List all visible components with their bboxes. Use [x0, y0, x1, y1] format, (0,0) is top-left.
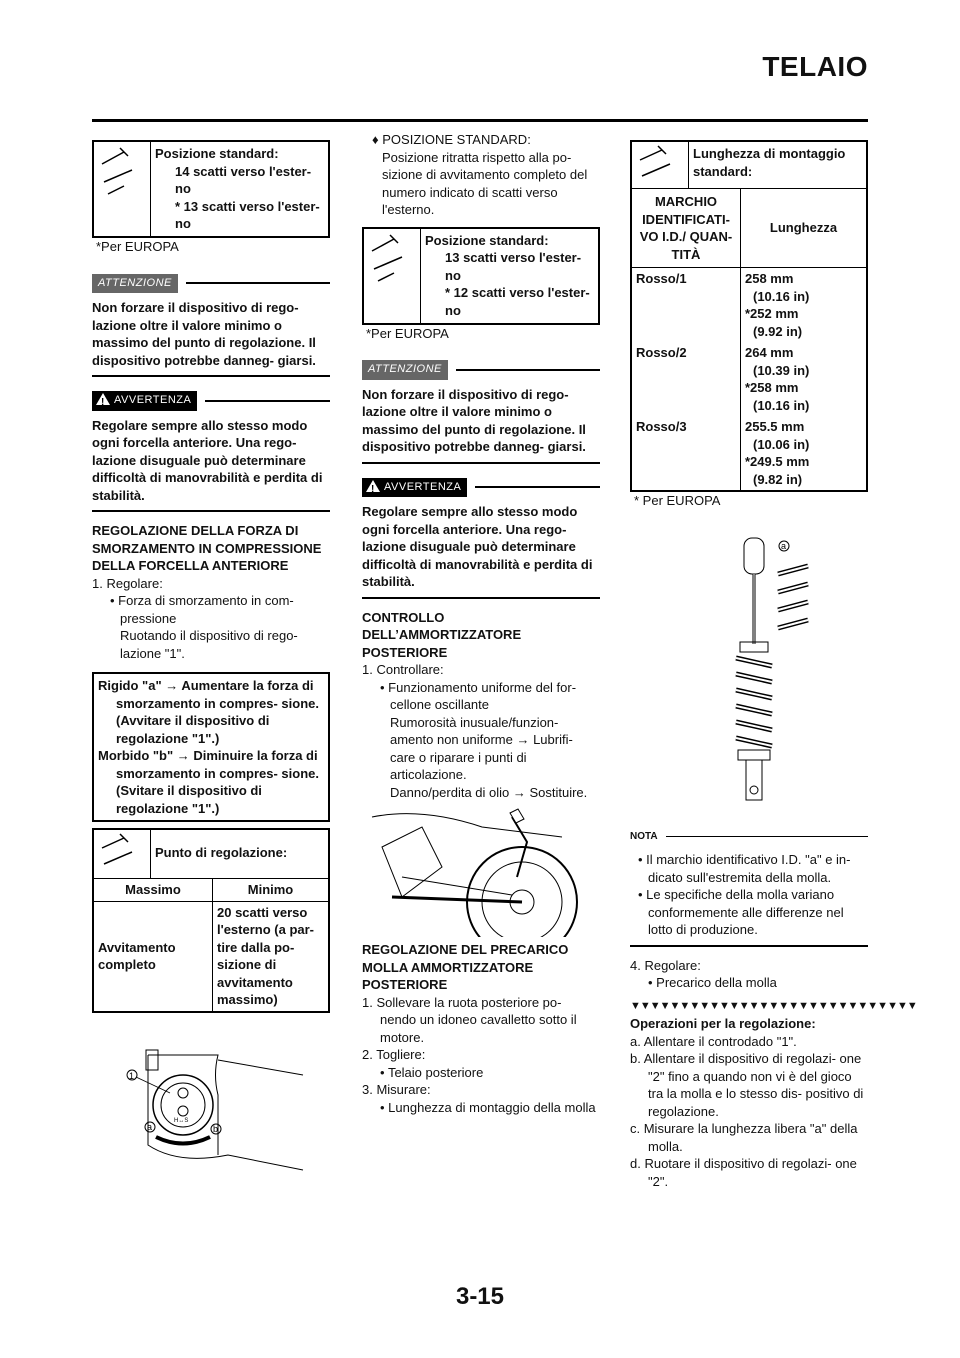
- morbido-text: Morbido "b" → Diminuire la forza di smorzamento in compres- sione. (Svitare il dispositivo di regolazione "1".): [98, 748, 319, 816]
- nota-item: • Le specifiche della molla variano conformemente alle differenze nel lotto di produzione.: [638, 887, 844, 937]
- bullet-detail: Danno/perdita di olio → Sostituire.: [390, 784, 588, 800]
- adjust-box: [92, 672, 330, 822]
- op-heading: Operazioni per la regolazione:: [630, 1016, 816, 1031]
- spec-line: no: [445, 302, 461, 318]
- adjust-table: [94, 879, 328, 1011]
- table-cell: Avvitamento completo: [98, 939, 176, 972]
- warning-icon: [366, 480, 380, 492]
- table-row: [632, 342, 866, 416]
- col-header: MARCHIO IDENTIFICATI- VO I.D./ QUAN- TITÀ: [632, 189, 741, 268]
- column-2: [362, 131, 600, 1116]
- table-row: [632, 268, 866, 343]
- spec-line: no: [445, 267, 461, 283]
- shock-absorber-figure: [700, 534, 820, 814]
- spec-line: 14 scatti verso l'ester-: [175, 163, 312, 179]
- spec-box-standard: [92, 140, 330, 238]
- section-heading: CONTROLLO DELL’AMMORTIZZATORE POSTERIORE: [362, 609, 522, 660]
- spec-title: Lunghezza di montaggio standard:: [693, 146, 846, 179]
- step-1: 1. Controllare:: [362, 662, 444, 677]
- page-title: TELAIO: [762, 51, 868, 82]
- spec-line: * 12 scatti verso l'ester-: [445, 285, 590, 300]
- warning-icon: [96, 393, 110, 405]
- step-4: 4. Regolare:: [630, 957, 701, 973]
- nota-label: NOTA: [630, 830, 658, 842]
- step-2: 2. Togliere:: [362, 1047, 426, 1062]
- spec-box-standard: [362, 227, 600, 325]
- europa-note: *Per EUROPA: [96, 239, 179, 254]
- avvertenza-sign: [362, 478, 600, 498]
- section-heading: REGOLAZIONE DEL PRECARICO MOLLA AMMORTIZZATORE POSTERIORE: [362, 942, 569, 992]
- spec-line: 13 scatti verso l'ester-: [445, 250, 582, 265]
- attenzione-sign: [362, 360, 600, 380]
- nota-item: • Il marchio identificativo I.D. "a" e in- dicato sull'estremita della molla.: [638, 852, 851, 885]
- table-row: [632, 416, 866, 490]
- attenzione-label: ATTENZIONE: [92, 274, 178, 294]
- wrench-icon: [632, 142, 689, 188]
- label-1: 1: [129, 1071, 135, 1081]
- label-a: a: [147, 1122, 153, 1132]
- divider: [362, 597, 600, 599]
- attenzione-text: Non forzare il dispositivo di rego- lazione oltre il valore minimo o massimo del punto di regolazione. Il dispositivo potrebbe danneg- giarsi.: [362, 386, 586, 454]
- divider: [92, 375, 330, 377]
- step-3: 3. Misurare:: [362, 1082, 431, 1097]
- step-1: 1. Regolare:: [92, 575, 163, 591]
- bullet-item: • Precarico della molla: [648, 975, 777, 990]
- avvertenza-sign: [92, 391, 330, 411]
- avvertenza-text: Regolare sempre allo stesso modo ogni forcella anteriore. Una rego- lazione disuguale può determinare difficoltà di manovrabilità e perdita di stabilità.: [362, 504, 593, 589]
- avvertenza-label: ! AVVERTENZA: [92, 391, 197, 411]
- divider: [630, 945, 868, 947]
- attenzione-label: ATTENZIONE: [362, 360, 448, 380]
- wrench-icon: [94, 830, 151, 878]
- bullet-detail: Ruotando il dispositivo di rego- lazione "1".: [120, 628, 298, 661]
- column-3: [630, 140, 917, 1190]
- spec-line: no: [175, 216, 191, 231]
- rigido-text: Rigido "a" → Aumentare la forza di smorzamento in compres- sione. (Avvitare il dispositivo di regolazione "1".): [98, 678, 319, 746]
- op-item: d. Ruotare il dispositivo di regolazi- one "2".: [630, 1156, 857, 1189]
- spec-title: Punto di regolazione:: [155, 845, 288, 860]
- spec-box-lunghezza: [630, 140, 868, 492]
- standard-bullet: ♦ POSIZIONE STANDARD:: [372, 132, 531, 147]
- label-hs: H↔S: [174, 1118, 189, 1124]
- bullet-item: • Lunghezza di montaggio della molla: [380, 1099, 596, 1115]
- id-cell: Rosso/3: [632, 416, 741, 490]
- wrench-icon: [94, 142, 151, 236]
- id-cell: Rosso/1: [632, 268, 741, 343]
- op-item: a. Allentare il controdado "1".: [630, 1033, 797, 1049]
- col-header: Massimo: [94, 879, 213, 901]
- standard-text: Posizione ritratta rispetto alla po- sizione di avvitamento completo del numero indicato di scatti verso l'esterno.: [382, 149, 588, 217]
- spec-line: * 13 scatti verso l'ester-: [175, 198, 320, 214]
- bullet-item: • Forza di smorzamento in com- pressione: [110, 593, 294, 626]
- attenzione-sign: [92, 274, 330, 294]
- op-item: c. Misurare la lunghezza libera "a" della molla.: [630, 1121, 858, 1154]
- length-table: [632, 189, 866, 490]
- attenzione-text: Non forzare il dispositivo di rego- lazione oltre il valore minimo o massimo del punto di regolazione. Il dispositivo potrebbe danneg- giarsi.: [92, 300, 316, 368]
- europa-note: *Per EUROPA: [366, 325, 449, 341]
- europa-note: * Per EUROPA: [634, 493, 721, 508]
- section-heading: REGOLAZIONE DELLA FORZA DI SMORZAMENTO IN COMPRESSIONE DELLA FORCELLA ANTERIORE: [92, 523, 322, 573]
- id-cell: Rosso/2: [632, 342, 741, 416]
- length-cell: 255.5 mm (10.06 in) *249.5 mm (9.82 in): [745, 419, 810, 487]
- adjuster-figure: [118, 1045, 308, 1175]
- col-header: Lunghezza: [741, 189, 867, 268]
- spec-title: Posizione standard:: [425, 232, 549, 248]
- avvertenza-text: Regolare sempre allo stesso modo ogni forcella anteriore. Una rego- lazione disuguale può determinare difficoltà di manovrabilità e perdita di stabilità.: [92, 417, 323, 503]
- bullet-item: • Telaio posteriore: [380, 1064, 484, 1080]
- table-cell: 20 scatti verso l'esterno (a par- tire dalla po- sizione di avvitamento massimo): [213, 901, 329, 1011]
- col-header: Minimo: [213, 879, 329, 901]
- wrench-icon: [364, 229, 421, 323]
- column-1: [92, 140, 330, 1013]
- op-item: b. Allentare il dispositivo di regolazi- one "2" fino a quando non vi è del gioco tra la molla e lo stesso dis- positivo di regolazione.: [630, 1051, 864, 1119]
- bullet-item: • Funzionamento uniforme del for- cellone oscillante: [380, 679, 577, 712]
- length-cell: 264 mm (10.39 in) *258 mm (10.16 in): [745, 345, 810, 413]
- step-1: 1. Sollevare la ruota posteriore po- nendo un idoneo cavalletto sotto il motore.: [362, 994, 577, 1045]
- nota-sign: [630, 828, 868, 846]
- spec-title: Posizione standard:: [155, 146, 279, 161]
- header-rule: [92, 119, 868, 122]
- spec-line: no: [175, 181, 191, 196]
- label-a: a: [781, 540, 787, 551]
- bullet-detail: Rumorosità inusuale/funzion- amento non uniforme → Lubrifi- care o riparare i punti di articolazione.: [390, 714, 573, 782]
- divider: [92, 510, 330, 512]
- rear-suspension-figure: [362, 807, 600, 937]
- divider: [362, 462, 600, 464]
- label-b: b: [213, 1124, 219, 1134]
- avvertenza-label: ! AVVERTENZA: [362, 478, 467, 498]
- length-cell: 258 mm (10.16 in) *252 mm (9.92 in): [745, 271, 810, 339]
- arrow-row: ▼▼▼▼▼▼▼▼▼▼▼▼▼▼▼▼▼▼▼▼▼▼▼▼▼▼▼▼▼: [630, 999, 917, 1012]
- page-number: 3-15: [455, 1283, 505, 1310]
- spec-box-regolazione: [92, 828, 330, 1013]
